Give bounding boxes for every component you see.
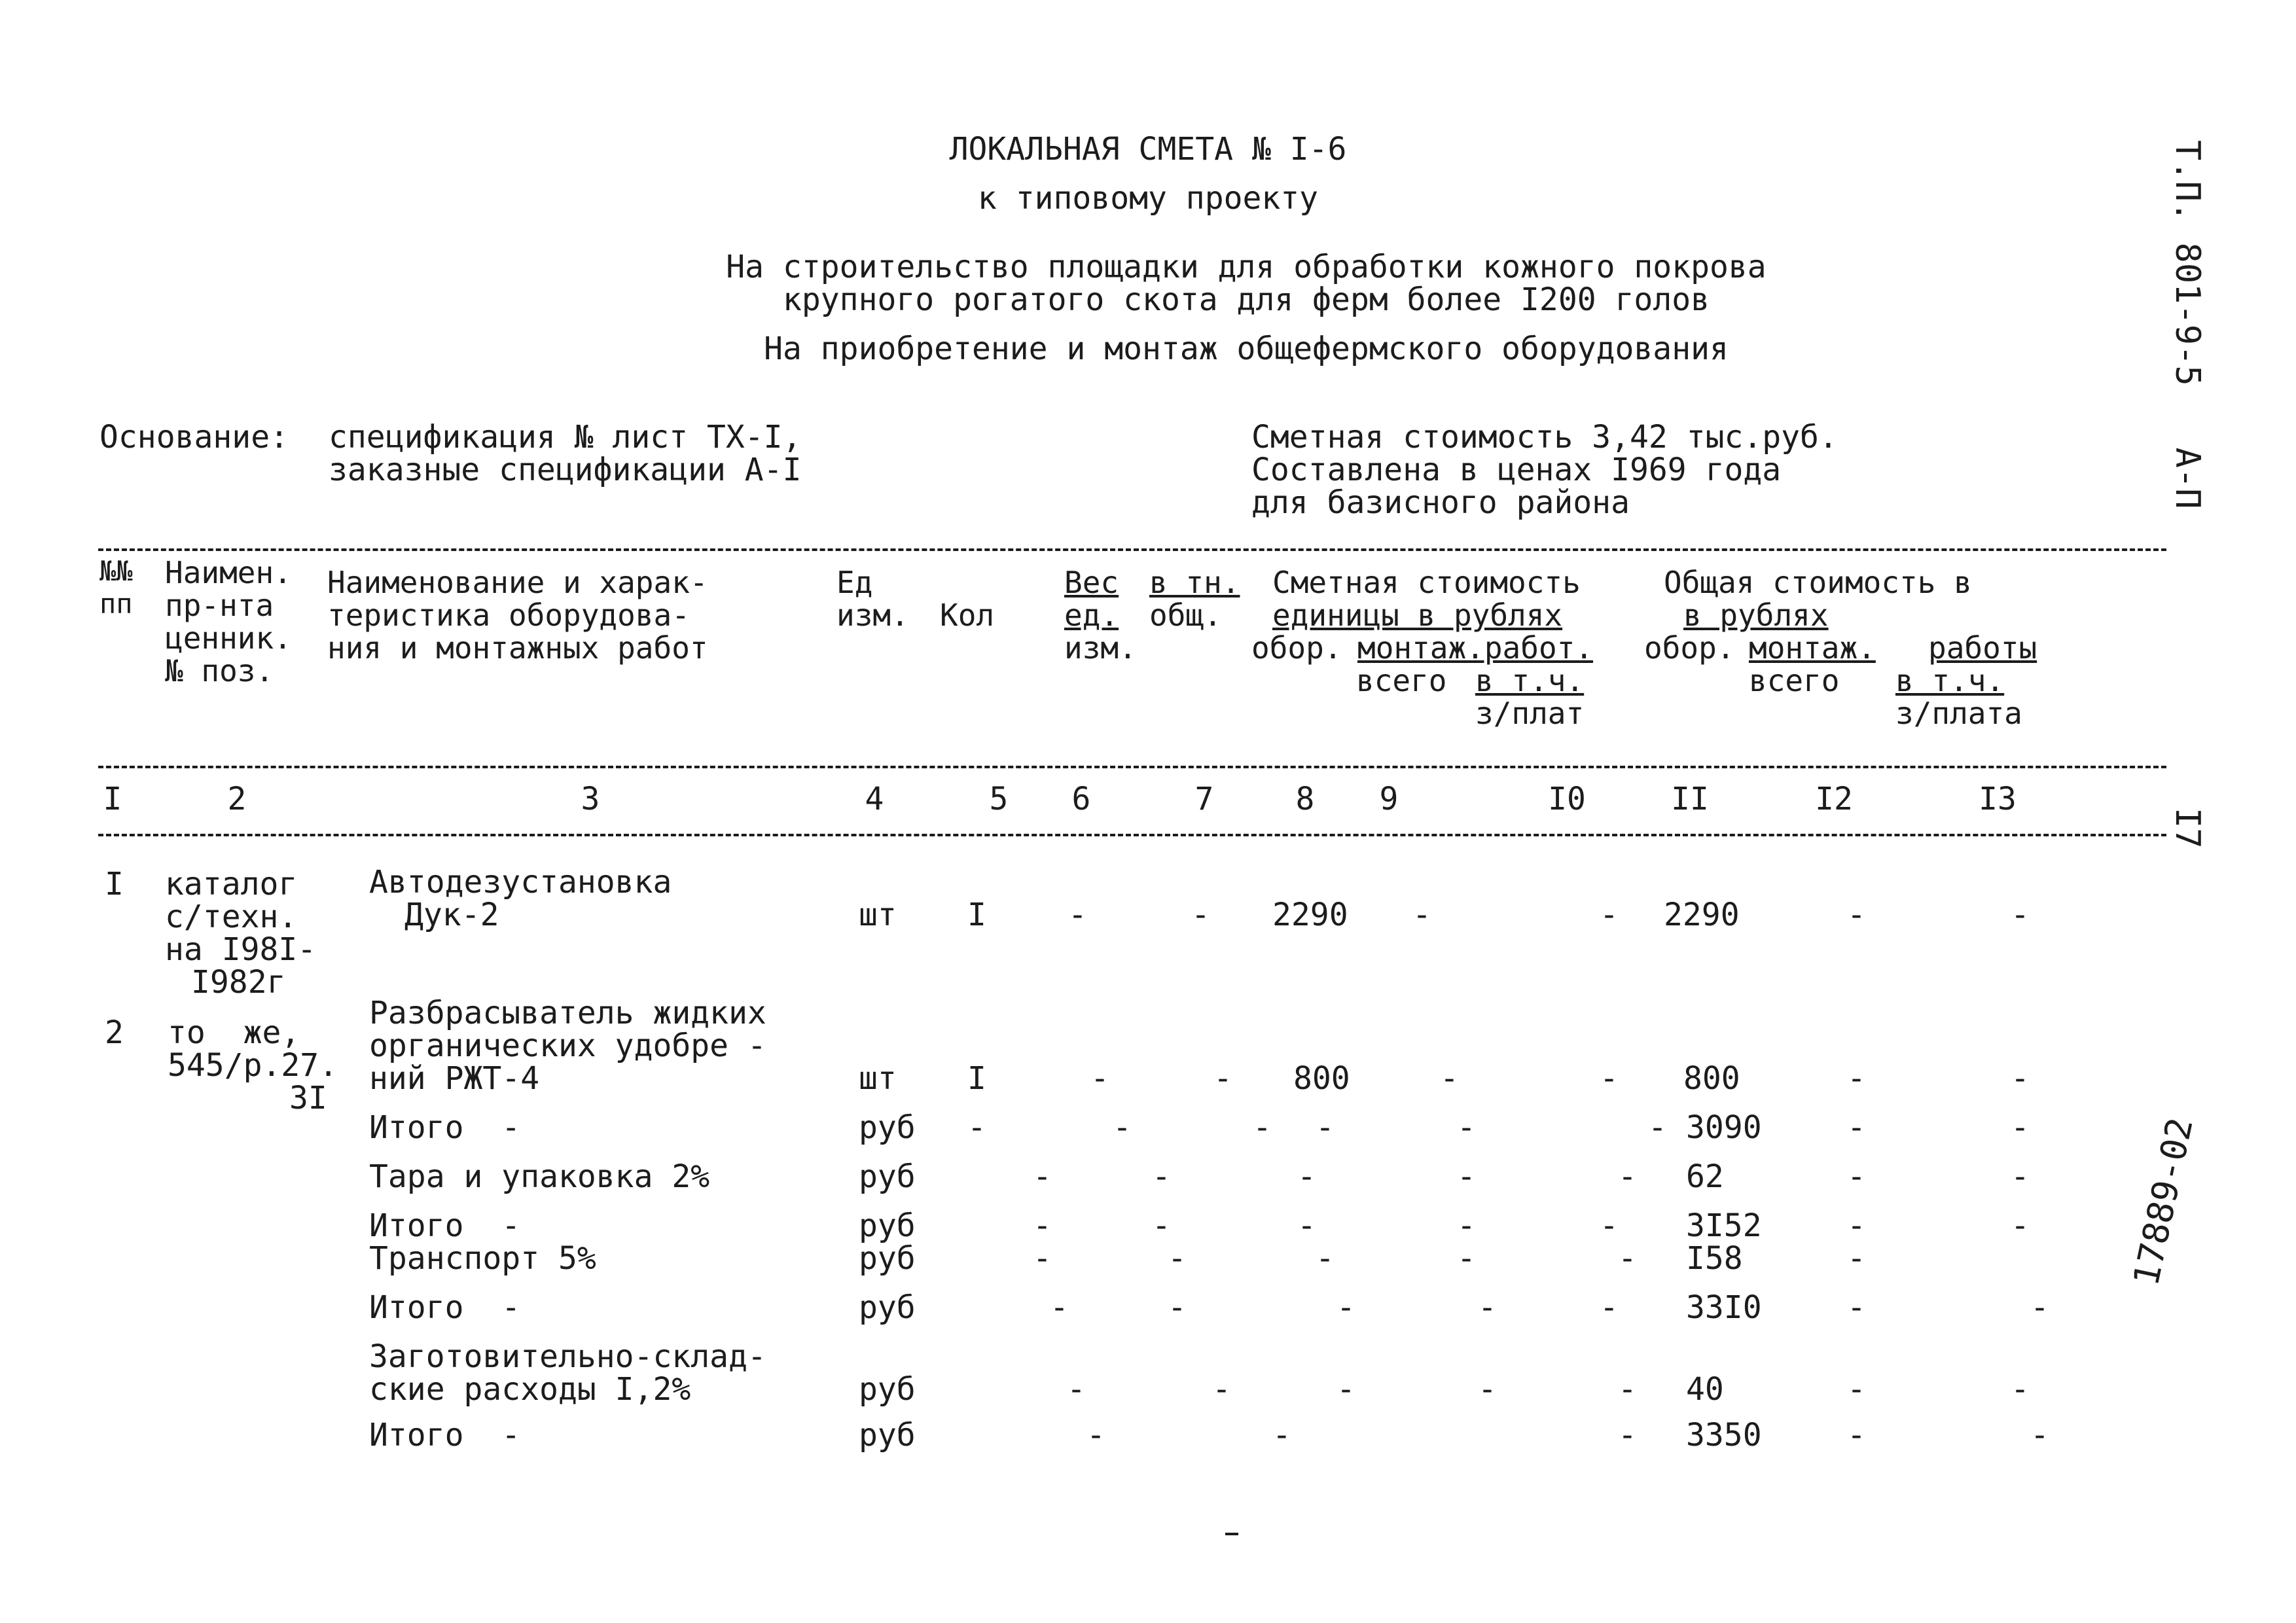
col-ref-header-1: Наимен. — [165, 555, 292, 590]
col-number: 6 — [1071, 781, 1091, 817]
col-weight-unit-header-3: изм. — [1064, 630, 1137, 666]
dash: - — [1457, 1158, 1476, 1195]
dash: - — [1457, 1109, 1476, 1146]
row-number: I — [105, 866, 124, 902]
col-number: II — [1671, 781, 1709, 817]
total-unit: руб — [859, 1289, 916, 1326]
dash: - — [1033, 1207, 1052, 1244]
total-value: 3090 — [1686, 1109, 1762, 1146]
col-number: 5 — [989, 781, 1009, 817]
dash: - — [1847, 1289, 1866, 1326]
total-name-1: Заготовительно-склад- — [369, 1338, 766, 1375]
col-total-cost-wage-header-2: з/плата — [1895, 696, 2022, 731]
col-number: 3 — [581, 781, 600, 817]
document-subtitle: к типовому проекту — [977, 180, 1319, 217]
row-ref-3: на I98I- — [165, 931, 317, 968]
col-name-header-3: ния и монтажных работ — [327, 630, 708, 666]
row-name-1: Автодезустановка — [369, 864, 672, 901]
col-unit-header-2: изм. — [836, 597, 909, 633]
dash: - — [1033, 1240, 1052, 1277]
col-weight-header-1: Вес — [1064, 565, 1119, 600]
row-ref-1: то же, — [168, 1014, 300, 1051]
col-name-header-2: теристика оборудова- — [327, 597, 690, 633]
row-qty: I — [967, 897, 986, 933]
total-name: Транспорт 5% — [369, 1240, 596, 1277]
row-number: 2 — [105, 1014, 124, 1051]
row-ref-3: 3I — [289, 1080, 327, 1116]
row-ref-2: 545/р.27. — [168, 1047, 338, 1084]
col-number: I2 — [1815, 781, 1853, 817]
col-number: 8 — [1295, 781, 1315, 817]
project-line-1: На строительство площадки для обработки кожного покрова — [726, 249, 1767, 285]
dash: - — [1847, 1371, 1866, 1408]
row-ref-2: с/техн. — [165, 899, 298, 935]
total-name: Итого - — [369, 1207, 521, 1244]
row-ref-1: каталог — [165, 866, 298, 902]
dash: - — [1847, 1207, 1866, 1244]
row-total-work: - — [2011, 897, 2030, 933]
row-unit-wage: - — [1600, 897, 1619, 933]
col-ref-header-2: пр-нта — [165, 588, 274, 623]
dash: - — [2011, 1371, 2030, 1408]
document-title: ЛОКАЛЬНАЯ СМЕТА № I-6 — [949, 131, 1347, 168]
col-pp-header-1: №№ — [99, 555, 133, 587]
dash: - — [2011, 1109, 2030, 1146]
row-name-3: ний РЖТ-4 — [369, 1060, 540, 1097]
row-name-1: Разбрасыватель жидких — [369, 995, 766, 1031]
basis-line-1: спецификация № лист ТХ-I, — [329, 419, 802, 455]
dash: - — [1086, 1417, 1105, 1454]
row-total-install: - — [1847, 1060, 1866, 1097]
row-unit-equip: 2290 — [1272, 897, 1348, 933]
row-unit-install: - — [1440, 1060, 1459, 1097]
col-weight-unit-header: ед. — [1064, 597, 1119, 633]
dash: - — [1847, 1417, 1866, 1454]
col-unit-cost-header-2: единицы в рублях — [1272, 597, 1563, 633]
header-bottom-rule — [98, 766, 2166, 768]
dash: - — [1336, 1371, 1355, 1408]
col-total-cost-wage-header-1: в т.ч. — [1895, 663, 2005, 698]
stray-mark — [1225, 1533, 1238, 1535]
row-total-equip: 2290 — [1664, 897, 1740, 933]
col-number: I3 — [1979, 781, 2017, 817]
col-pp-header-2: пп — [99, 588, 133, 620]
dash: - — [1618, 1417, 1637, 1454]
row-total-install: - — [1847, 897, 1866, 933]
col-qty-header: Кол — [940, 597, 995, 633]
row-name-2: Дук-2 — [404, 897, 499, 933]
total-unit: руб — [859, 1207, 916, 1244]
dash: - — [1253, 1109, 1272, 1146]
col-number: I — [103, 781, 122, 817]
dash: - — [1316, 1109, 1335, 1146]
header-top-rule — [98, 548, 2166, 551]
archive-stamp: 17889-02 — [2125, 1114, 2201, 1290]
col-name-header-1: Наименование и харак- — [327, 565, 708, 600]
dash: - — [2030, 1289, 2049, 1326]
col-unit-cost-wage-header-1: в т.ч. — [1475, 663, 1585, 698]
col-unit-cost-header-1: Сметная стоимость — [1272, 565, 1581, 600]
row-unit-wage: - — [1600, 1060, 1619, 1097]
col-total-cost-total-header: всего — [1749, 663, 1840, 698]
total-unit: руб — [859, 1417, 916, 1454]
total-value: 62 — [1686, 1158, 1724, 1195]
dash: - — [1618, 1158, 1637, 1195]
col-unit-header-1: Ед — [836, 565, 873, 600]
col-number: 7 — [1194, 781, 1214, 817]
row-weight-unit: - — [1068, 897, 1087, 933]
dash: - — [1478, 1371, 1497, 1408]
col-weight-header-2: в тн. — [1149, 565, 1240, 600]
col-unit-cost-equip-header: обор. — [1251, 630, 1342, 666]
row-unit: шт — [859, 1060, 897, 1097]
basis-line-2: заказные спецификации А-I — [329, 452, 802, 488]
dash: - — [1152, 1158, 1171, 1195]
col-unit-cost-wage-header-2: з/плат — [1475, 696, 1585, 731]
col-total-cost-header-1: Общая стоимость в — [1664, 565, 1972, 600]
dash: - — [1297, 1158, 1316, 1195]
dash: - — [1618, 1240, 1637, 1277]
project-code: Т.П. 801-9-5 А-П — [2168, 140, 2207, 509]
estimate-region: для базисного района — [1251, 484, 1630, 521]
dash: - — [1033, 1158, 1052, 1195]
dash: - — [1168, 1289, 1187, 1326]
total-value: 3I52 — [1686, 1207, 1762, 1244]
total-value: 40 — [1686, 1371, 1724, 1408]
col-ref-header-3: ценник. — [165, 620, 292, 656]
dash: - — [1648, 1109, 1667, 1146]
dash: - — [1336, 1289, 1355, 1326]
row-name-2: органических удобре - — [369, 1027, 766, 1064]
row-ref-4: I982г — [191, 964, 286, 1001]
project-line-2: крупного рогатого скота для ферм более I200 голов — [782, 281, 1710, 318]
row-unit-install: - — [1412, 897, 1431, 933]
row-weight-total: - — [1191, 897, 1210, 933]
dash: - — [967, 1109, 986, 1146]
dash: - — [1847, 1240, 1866, 1277]
col-number: 4 — [865, 781, 884, 817]
row-qty: I — [967, 1060, 986, 1097]
row-total-work: - — [2011, 1060, 2030, 1097]
dash: - — [1050, 1289, 1069, 1326]
estimate-cost: Сметная стоимость 3,42 тыс.руб. — [1251, 419, 1838, 455]
row-total-equip: 800 — [1683, 1060, 1740, 1097]
total-unit: руб — [859, 1158, 916, 1195]
total-value: I58 — [1686, 1240, 1743, 1277]
col-number: 2 — [227, 781, 247, 817]
col-number: I0 — [1548, 781, 1586, 817]
total-value: 3350 — [1686, 1417, 1762, 1454]
dash: - — [1316, 1240, 1335, 1277]
row-unit-equip: 800 — [1293, 1060, 1350, 1097]
total-value: 33I0 — [1686, 1289, 1762, 1326]
basis-label: Основание: — [99, 419, 289, 455]
row-weight-unit: - — [1090, 1060, 1109, 1097]
project-line-3: На приобретение и монтаж общефермского оборудования — [764, 330, 1729, 367]
dash: - — [1847, 1158, 1866, 1195]
col-unit-cost-total-header: всего — [1356, 663, 1447, 698]
dash: - — [1297, 1207, 1316, 1244]
col-total-cost-header-2: в рублях — [1683, 597, 1829, 633]
total-name: Итого - — [369, 1289, 521, 1326]
total-unit: руб — [859, 1371, 916, 1408]
estimate-prices: Составлена в ценах I969 года — [1251, 452, 1782, 488]
total-name: Тара и упаковка 2% — [369, 1158, 710, 1195]
dash: - — [1600, 1289, 1619, 1326]
dash: - — [2030, 1417, 2049, 1454]
col-weight-total-header: общ. — [1149, 597, 1222, 633]
col-unit-cost-install-header: монтаж.работ. — [1357, 630, 1594, 666]
col-total-cost-install-header: монтаж. — [1749, 630, 1876, 666]
dash: - — [1067, 1371, 1086, 1408]
col-ref-header-4: № поз. — [165, 653, 274, 688]
dash: - — [2011, 1207, 2030, 1244]
dash: - — [1457, 1207, 1476, 1244]
col-total-cost-work-header: работы — [1928, 630, 2037, 666]
col-number: 9 — [1379, 781, 1399, 817]
dash: - — [1478, 1289, 1497, 1326]
column-numbers-rule — [98, 834, 2166, 836]
dash: - — [1600, 1207, 1619, 1244]
dash: - — [1457, 1240, 1476, 1277]
dash: - — [1618, 1371, 1637, 1408]
dash: - — [1113, 1109, 1132, 1146]
total-name: Итого - — [369, 1417, 521, 1454]
col-total-cost-equip-header: обор. — [1644, 630, 1735, 666]
dash: - — [1152, 1207, 1171, 1244]
row-weight-total: - — [1213, 1060, 1232, 1097]
total-unit: руб — [859, 1240, 916, 1277]
dash: - — [1272, 1417, 1291, 1454]
total-unit: руб — [859, 1109, 916, 1146]
dash: - — [1168, 1240, 1187, 1277]
total-name-2: ские расходы I,2% — [369, 1371, 691, 1408]
row-unit: шт — [859, 897, 897, 933]
dash: - — [2011, 1158, 2030, 1195]
dash: - — [1847, 1109, 1866, 1146]
page-number: I7 — [2168, 808, 2207, 849]
dash: - — [1212, 1371, 1231, 1408]
total-name: Итого - — [369, 1109, 521, 1146]
